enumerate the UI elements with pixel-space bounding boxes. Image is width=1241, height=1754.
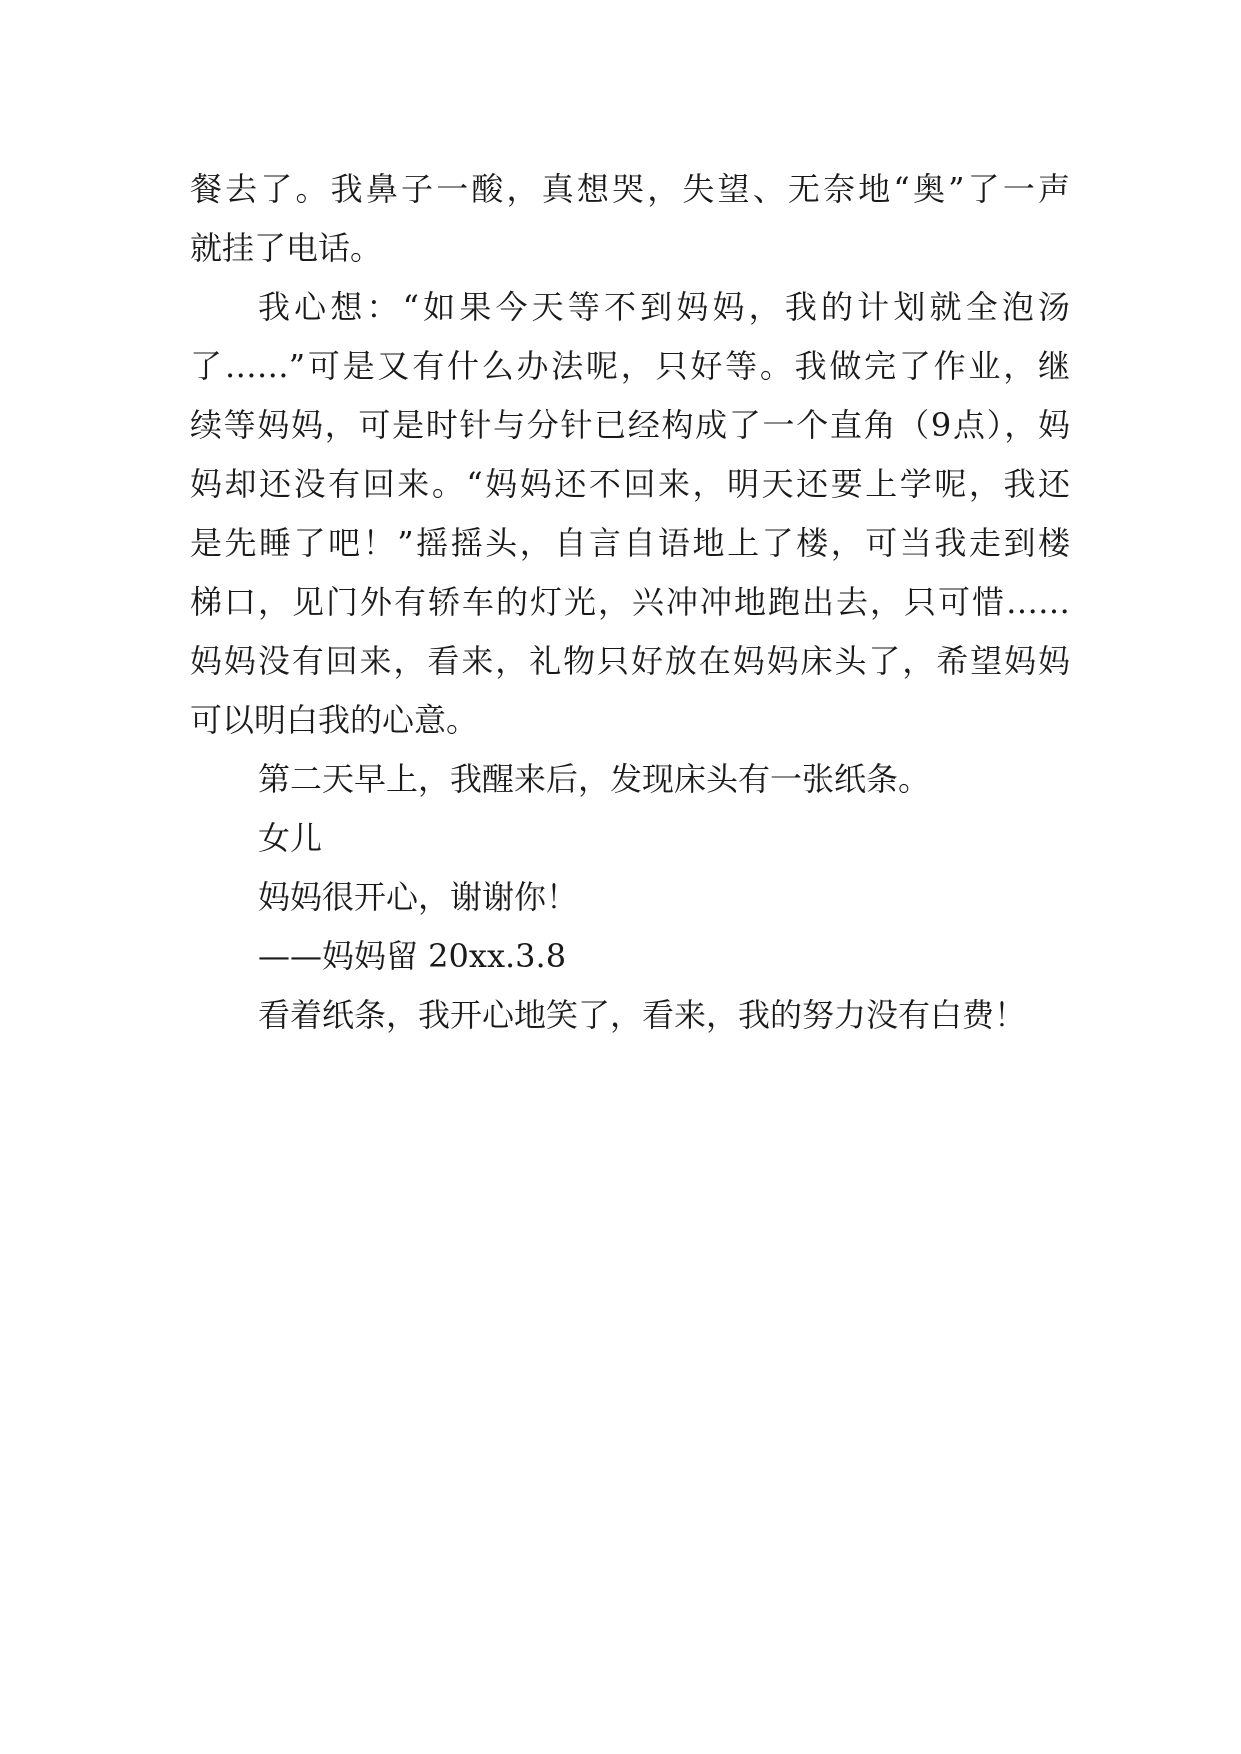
paragraph-line: 了……”可是又有什么办法呢，只好等。我做完了作业，继 xyxy=(190,347,1070,385)
paragraph-line: 就挂了电话。 xyxy=(190,229,383,267)
paragraph-line: 梯口，见门外有轿车的灯光，兴冲冲地跑出去，只可惜…… xyxy=(190,583,1070,621)
closing-paragraph: 看着纸条，我开心地笑了，看来，我的努力没有白费！ xyxy=(258,996,1027,1034)
paragraph-line: 妈却还没有回来。“妈妈还不回来，明天还要上学呢，我还 xyxy=(190,465,1070,503)
paragraph-line: 第二天早上，我醒来后，发现床头有一张纸条。 xyxy=(258,760,931,798)
note-signature: ——妈妈留 20xx.3.8 xyxy=(258,937,567,975)
paragraph-line: 续等妈妈，可是时针与分针已经构成了一个直角（9点），妈 xyxy=(190,406,1070,444)
note-salutation: 女儿 xyxy=(258,819,323,857)
body-text xyxy=(190,160,1070,1045)
paragraph-line: 可以明白我的心意。 xyxy=(190,701,479,739)
note-message: 妈妈很开心，谢谢你！ xyxy=(258,878,579,916)
paragraph-line: 妈妈没有回来，看来，礼物只好放在妈妈床头了，希望妈妈 xyxy=(190,642,1070,680)
paragraph-line: 是先睡了吧！”摇摇头，自言自语地上了楼，可当我走到楼 xyxy=(190,524,1070,562)
paragraph-line: 我心想：“如果今天等不到妈妈，我的计划就全泡汤 xyxy=(258,288,1070,326)
paragraph-line: 餐去了。我鼻子一酸，真想哭，失望、无奈地“奥”了一声 xyxy=(190,170,1070,208)
